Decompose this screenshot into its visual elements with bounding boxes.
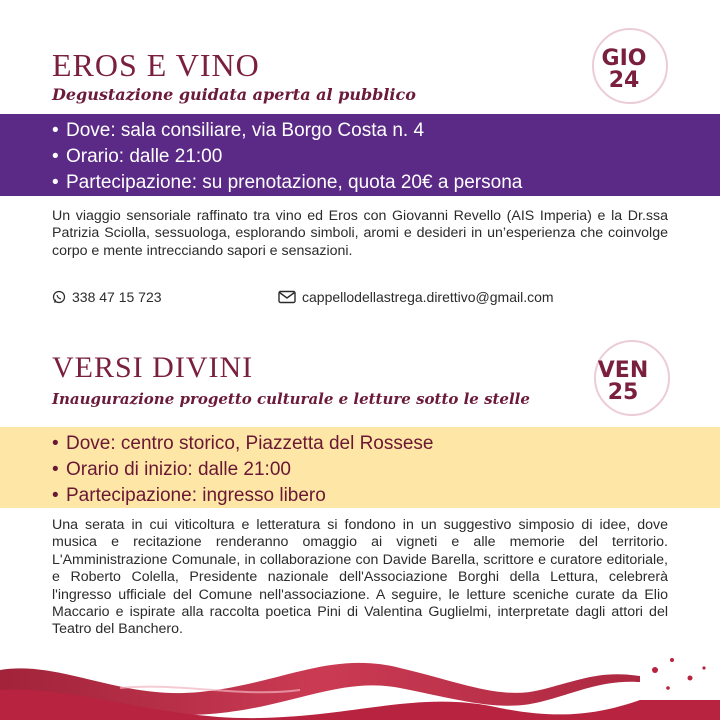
detail-participation: • Partecipazione: su prenotazione, quota 20€ a persona xyxy=(52,172,523,193)
wine-splash-image xyxy=(0,630,720,720)
detail-time: • Orario di inizio: dalle 21:00 xyxy=(52,459,291,480)
day-number: 25 xyxy=(607,380,639,405)
details-band xyxy=(0,114,720,196)
event-subtitle: Degustazione guidata aperta al pubblico xyxy=(52,85,416,104)
detail-time: • Orario: dalle 21:00 xyxy=(52,146,223,167)
detail-where: • Dove: sala consiliare, via Borgo Costa n. 4 xyxy=(52,120,425,141)
details-band xyxy=(0,427,720,508)
day-label: VEN xyxy=(597,358,649,383)
event-description: Un viaggio sensoriale raffinato tra vino ed Eros con Giovanni Revello (AIS Imperia) e la Dr.ssa Patrizia Sciolla, sessuologa, esplorando simboli, aromi e desideri in un’esperienza che coinvolge corpo e mente intrecciando sapori e sensazioni. xyxy=(52,208,668,259)
date-badge xyxy=(594,48,654,92)
event-title: EROS E VINO xyxy=(52,47,260,83)
date-badge xyxy=(590,360,656,404)
day-number: 24 xyxy=(608,68,640,93)
phone-number: 338 47 15 723 xyxy=(72,289,162,305)
email-contact[interactable] xyxy=(278,289,554,305)
event-subtitle: Inaugurazione progetto culturale e letture sotto le stelle xyxy=(52,390,530,408)
event-title: VERSI DIVINI xyxy=(52,351,254,384)
phone-contact[interactable] xyxy=(52,289,162,305)
whatsapp-icon xyxy=(52,290,66,304)
detail-where: • Dove: centro storico, Piazzetta del Rossese xyxy=(52,433,434,454)
mail-icon xyxy=(278,290,296,304)
detail-participation: • Partecipazione: ingresso libero xyxy=(52,485,326,506)
day-label: GIO xyxy=(601,46,647,71)
email-address: cappellodellastrega.direttivo@gmail.com xyxy=(302,289,554,305)
event-description: Una serata in cui viticoltura e letteratura si fondono in un suggestivo simposio di idee, dove musica e recitazione renderanno omaggio ai vigneti e alle memorie del territorio. L'Amministrazione Comunale, in collaborazione con Davide Barella, scrittore e curatore editoriale, e Roberto Colella, Presidente nazionale dell'Associazione Borghi della Lettura, celebrerà l'ingresso ufficiale del Comune nell'associazione. A seguire, le letture sceniche curate da Elio Maccario e ispirate alla raccolta poetica Pini di Valentina Guglielmi, interpretate dagli attori del Teatro del Banchero. xyxy=(52,517,668,638)
